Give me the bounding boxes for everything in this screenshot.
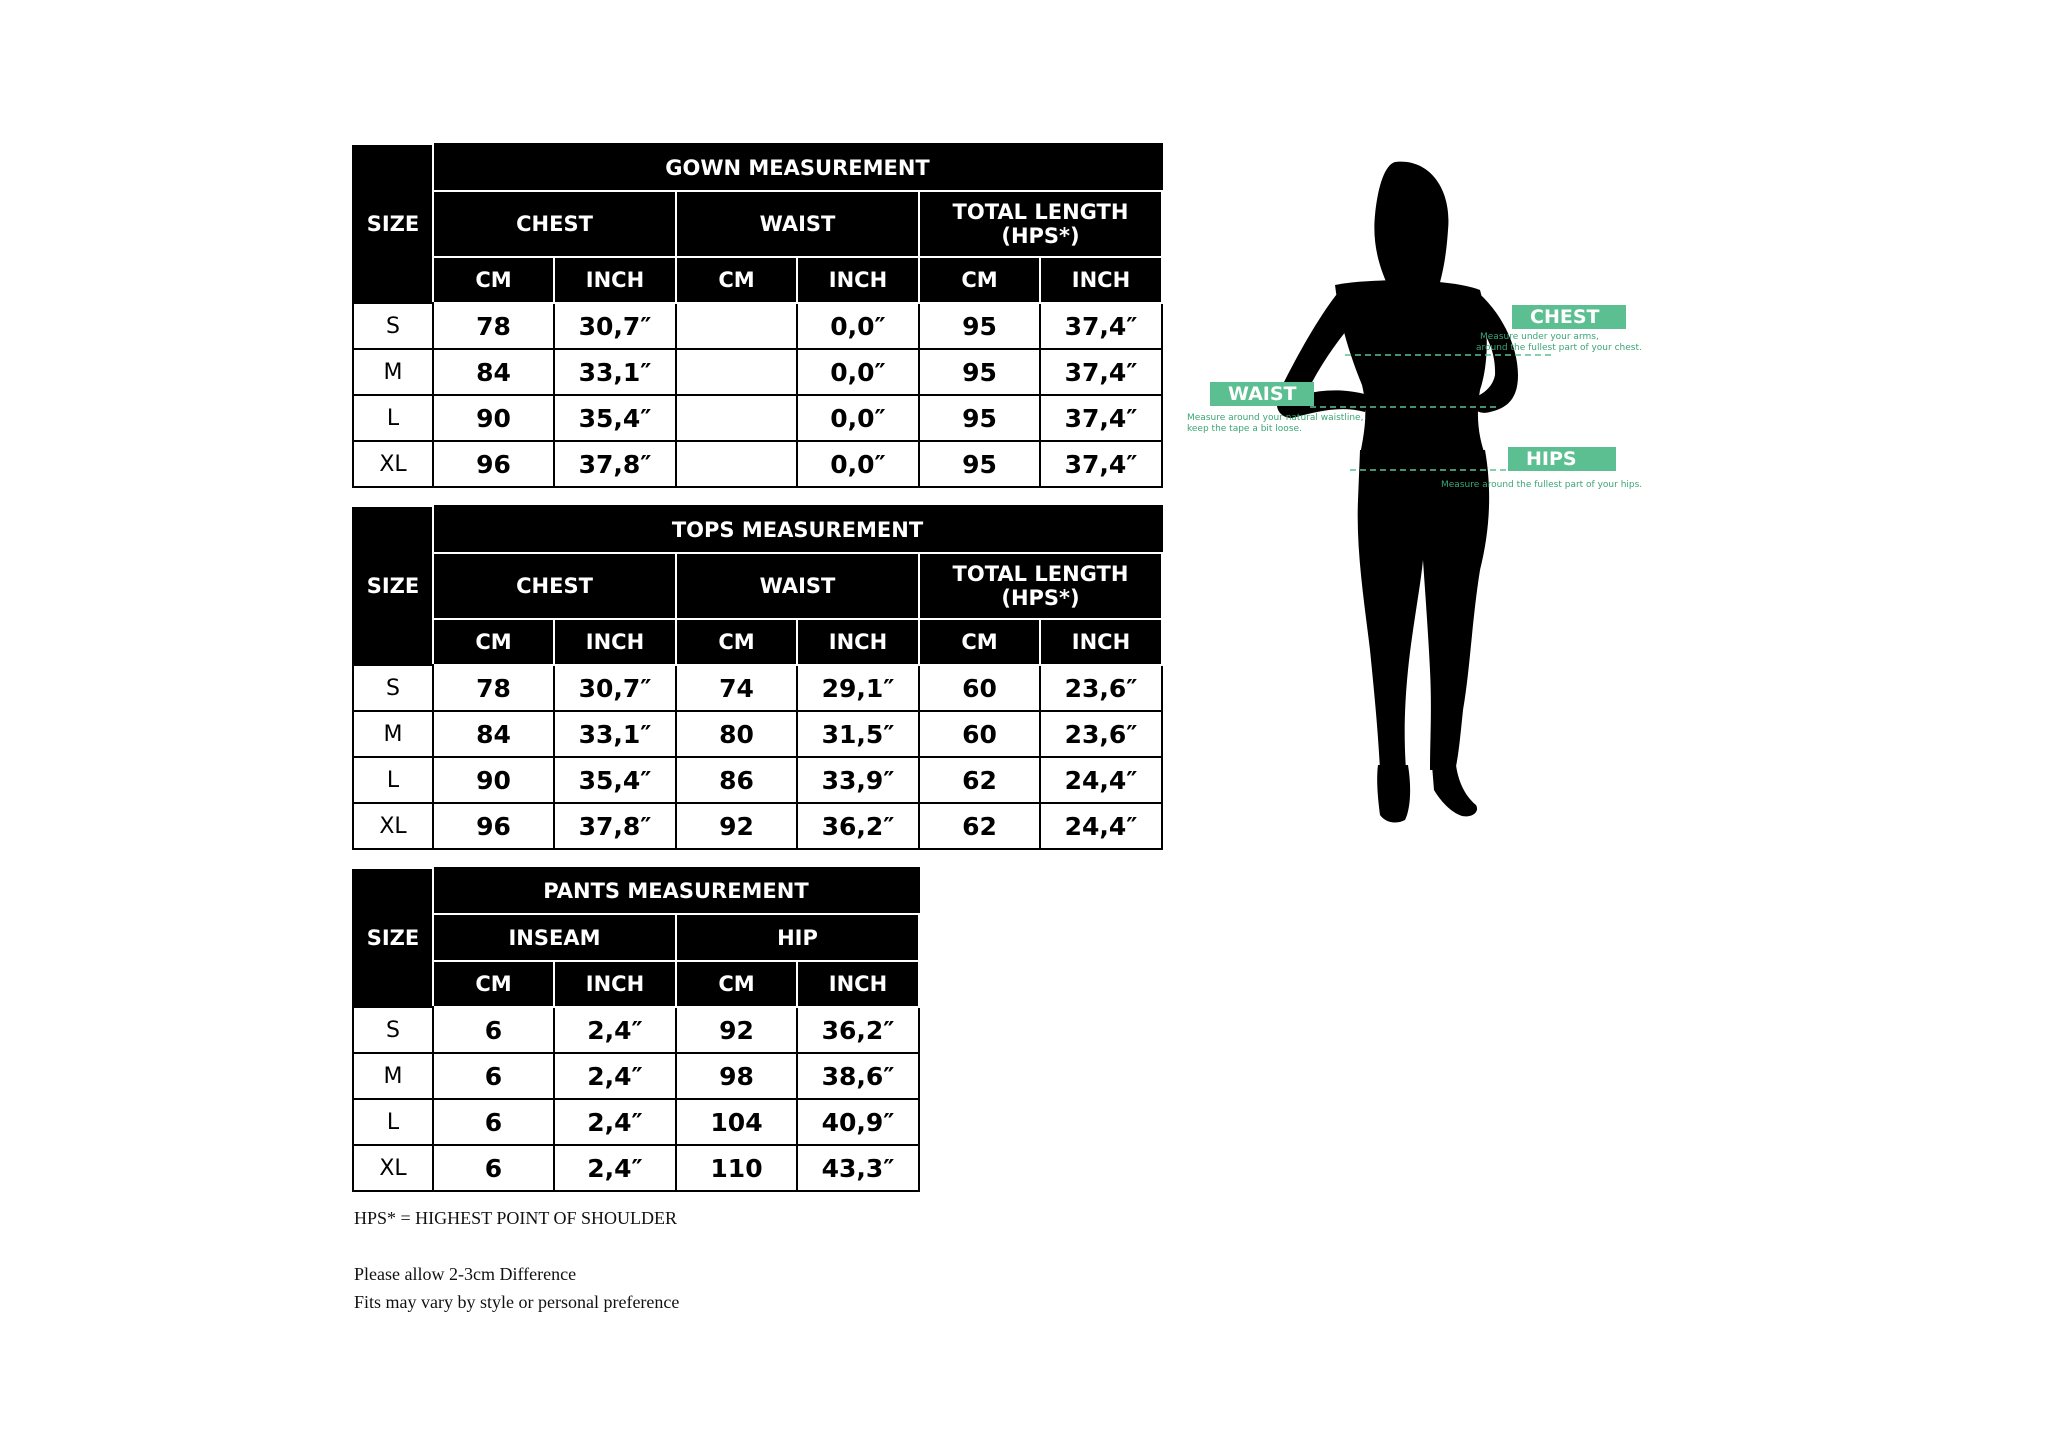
value-cell: 37,4″ — [1040, 303, 1162, 349]
waist-label: WAIST — [1210, 382, 1314, 406]
size-cell: M — [353, 711, 433, 757]
size-cell: L — [353, 1099, 433, 1145]
value-cell: 0,0″ — [797, 441, 919, 487]
value-cell: 23,6″ — [1040, 665, 1162, 711]
value-cell: 38,6″ — [797, 1053, 919, 1099]
value-cell: 96 — [433, 803, 554, 849]
size-header: SIZE — [353, 506, 433, 665]
size-cell: XL — [353, 803, 433, 849]
value-cell: 95 — [919, 441, 1040, 487]
tops-size-table — [352, 505, 1163, 850]
value-cell: 84 — [433, 711, 554, 757]
table-row — [353, 441, 1162, 487]
size-cell: S — [353, 665, 433, 711]
value-cell: 40,9″ — [797, 1099, 919, 1145]
group-header: INSEAM — [433, 914, 676, 961]
value-cell: 2,4″ — [554, 1145, 676, 1191]
value-cell: 36,2″ — [797, 1007, 919, 1053]
value-cell — [676, 349, 797, 395]
value-cell: 37,8″ — [554, 441, 676, 487]
waist-description: keep the tape a bit loose. — [1187, 424, 1302, 434]
value-cell: 2,4″ — [554, 1053, 676, 1099]
unit-header: INCH — [554, 961, 676, 1007]
value-cell: 60 — [919, 711, 1040, 757]
hips-description: Measure around the fullest part of your hips. — [1441, 480, 1643, 490]
unit-header: INCH — [797, 961, 919, 1007]
fit-note: Fits may vary by style or personal preference — [354, 1292, 680, 1312]
value-cell: 104 — [676, 1099, 797, 1145]
value-cell: 6 — [433, 1145, 554, 1191]
group-header: TOTAL LENGTH (HPS*) — [919, 553, 1162, 619]
value-cell: 0,0″ — [797, 349, 919, 395]
value-cell: 92 — [676, 803, 797, 849]
size-cell: XL — [353, 441, 433, 487]
value-cell: 86 — [676, 757, 797, 803]
value-cell: 30,7″ — [554, 303, 676, 349]
hips-measure-line — [1350, 465, 1510, 475]
unit-header: INCH — [554, 257, 676, 303]
value-cell: 62 — [919, 757, 1040, 803]
table-title: TOPS MEASUREMENT — [433, 506, 1162, 553]
value-cell: 35,4″ — [554, 395, 676, 441]
value-cell: 2,4″ — [554, 1099, 676, 1145]
unit-header: CM — [919, 257, 1040, 303]
group-header: HIP — [676, 914, 919, 961]
value-cell: 110 — [676, 1145, 797, 1191]
value-cell: 0,0″ — [797, 303, 919, 349]
unit-header: INCH — [554, 619, 676, 665]
value-cell: 24,4″ — [1040, 803, 1162, 849]
group-header: CHEST — [433, 553, 676, 619]
value-cell: 80 — [676, 711, 797, 757]
value-cell: 37,8″ — [554, 803, 676, 849]
value-cell: 84 — [433, 349, 554, 395]
value-cell: 33,9″ — [797, 757, 919, 803]
value-cell: 43,3″ — [797, 1145, 919, 1191]
table-row — [353, 303, 1162, 349]
value-cell: 60 — [919, 665, 1040, 711]
table-row — [353, 1053, 919, 1099]
unit-header: CM — [676, 619, 797, 665]
value-cell: 31,5″ — [797, 711, 919, 757]
value-cell: 33,1″ — [554, 349, 676, 395]
chest-description: Measure under your arms, — [1480, 332, 1599, 342]
value-cell: 6 — [433, 1007, 554, 1053]
gown-size-table — [352, 143, 1163, 488]
value-cell: 29,1″ — [797, 665, 919, 711]
table-row — [353, 395, 1162, 441]
unit-header: INCH — [797, 619, 919, 665]
waist-description: Measure around your natural waistline, — [1187, 413, 1364, 423]
value-cell: 35,4″ — [554, 757, 676, 803]
size-cell: M — [353, 349, 433, 395]
value-cell: 6 — [433, 1099, 554, 1145]
value-cell — [676, 441, 797, 487]
table-row — [353, 803, 1162, 849]
value-cell — [676, 303, 797, 349]
value-cell: 95 — [919, 349, 1040, 395]
chest-label: CHEST — [1512, 305, 1626, 329]
value-cell: 36,2″ — [797, 803, 919, 849]
value-cell: 78 — [433, 665, 554, 711]
table-row — [353, 1145, 919, 1191]
value-cell: 24,4″ — [1040, 757, 1162, 803]
value-cell: 90 — [433, 395, 554, 441]
value-cell: 96 — [433, 441, 554, 487]
unit-header: INCH — [797, 257, 919, 303]
size-cell: L — [353, 757, 433, 803]
value-cell: 98 — [676, 1053, 797, 1099]
value-cell: 37,4″ — [1040, 349, 1162, 395]
hips-label: HIPS — [1508, 447, 1616, 471]
unit-header: CM — [433, 961, 554, 1007]
unit-header: CM — [433, 619, 554, 665]
table-row — [353, 711, 1162, 757]
value-cell: 6 — [433, 1053, 554, 1099]
value-cell: 90 — [433, 757, 554, 803]
value-cell: 2,4″ — [554, 1007, 676, 1053]
table-row — [353, 665, 1162, 711]
table-row — [353, 757, 1162, 803]
unit-header: CM — [919, 619, 1040, 665]
pants-size-table — [352, 867, 920, 1192]
group-header: CHEST — [433, 191, 676, 257]
table-row — [353, 1099, 919, 1145]
group-header: WAIST — [676, 553, 919, 619]
value-cell: 78 — [433, 303, 554, 349]
group-header: WAIST — [676, 191, 919, 257]
table-row — [353, 1007, 919, 1053]
value-cell: 37,4″ — [1040, 395, 1162, 441]
size-cell: S — [353, 303, 433, 349]
size-header: SIZE — [353, 868, 433, 1007]
size-cell: XL — [353, 1145, 433, 1191]
table-title: PANTS MEASUREMENT — [433, 868, 919, 914]
value-cell: 37,4″ — [1040, 441, 1162, 487]
size-cell: M — [353, 1053, 433, 1099]
value-cell — [676, 395, 797, 441]
chest-description: around the fullest part of your chest. — [1476, 343, 1642, 353]
size-cell: L — [353, 395, 433, 441]
value-cell: 33,1″ — [554, 711, 676, 757]
table-row — [353, 349, 1162, 395]
unit-header: INCH — [1040, 257, 1162, 303]
value-cell: 23,6″ — [1040, 711, 1162, 757]
waist-measure-line — [1310, 402, 1500, 412]
value-cell: 92 — [676, 1007, 797, 1053]
unit-header: CM — [676, 257, 797, 303]
value-cell: 62 — [919, 803, 1040, 849]
body-silhouette-icon — [1180, 150, 1580, 850]
value-cell: 95 — [919, 395, 1040, 441]
unit-header: INCH — [1040, 619, 1162, 665]
group-header: TOTAL LENGTH (HPS*) — [919, 191, 1162, 257]
value-cell: 95 — [919, 303, 1040, 349]
unit-header: CM — [433, 257, 554, 303]
value-cell: 74 — [676, 665, 797, 711]
allowance-note: Please allow 2-3cm Difference — [354, 1264, 577, 1284]
value-cell: 0,0″ — [797, 395, 919, 441]
unit-header: CM — [676, 961, 797, 1007]
size-cell: S — [353, 1007, 433, 1053]
size-header: SIZE — [353, 144, 433, 303]
value-cell: 30,7″ — [554, 665, 676, 711]
hps-footnote: HPS* = HIGHEST POINT OF SHOULDER — [354, 1208, 678, 1228]
table-title: GOWN MEASUREMENT — [433, 144, 1162, 191]
